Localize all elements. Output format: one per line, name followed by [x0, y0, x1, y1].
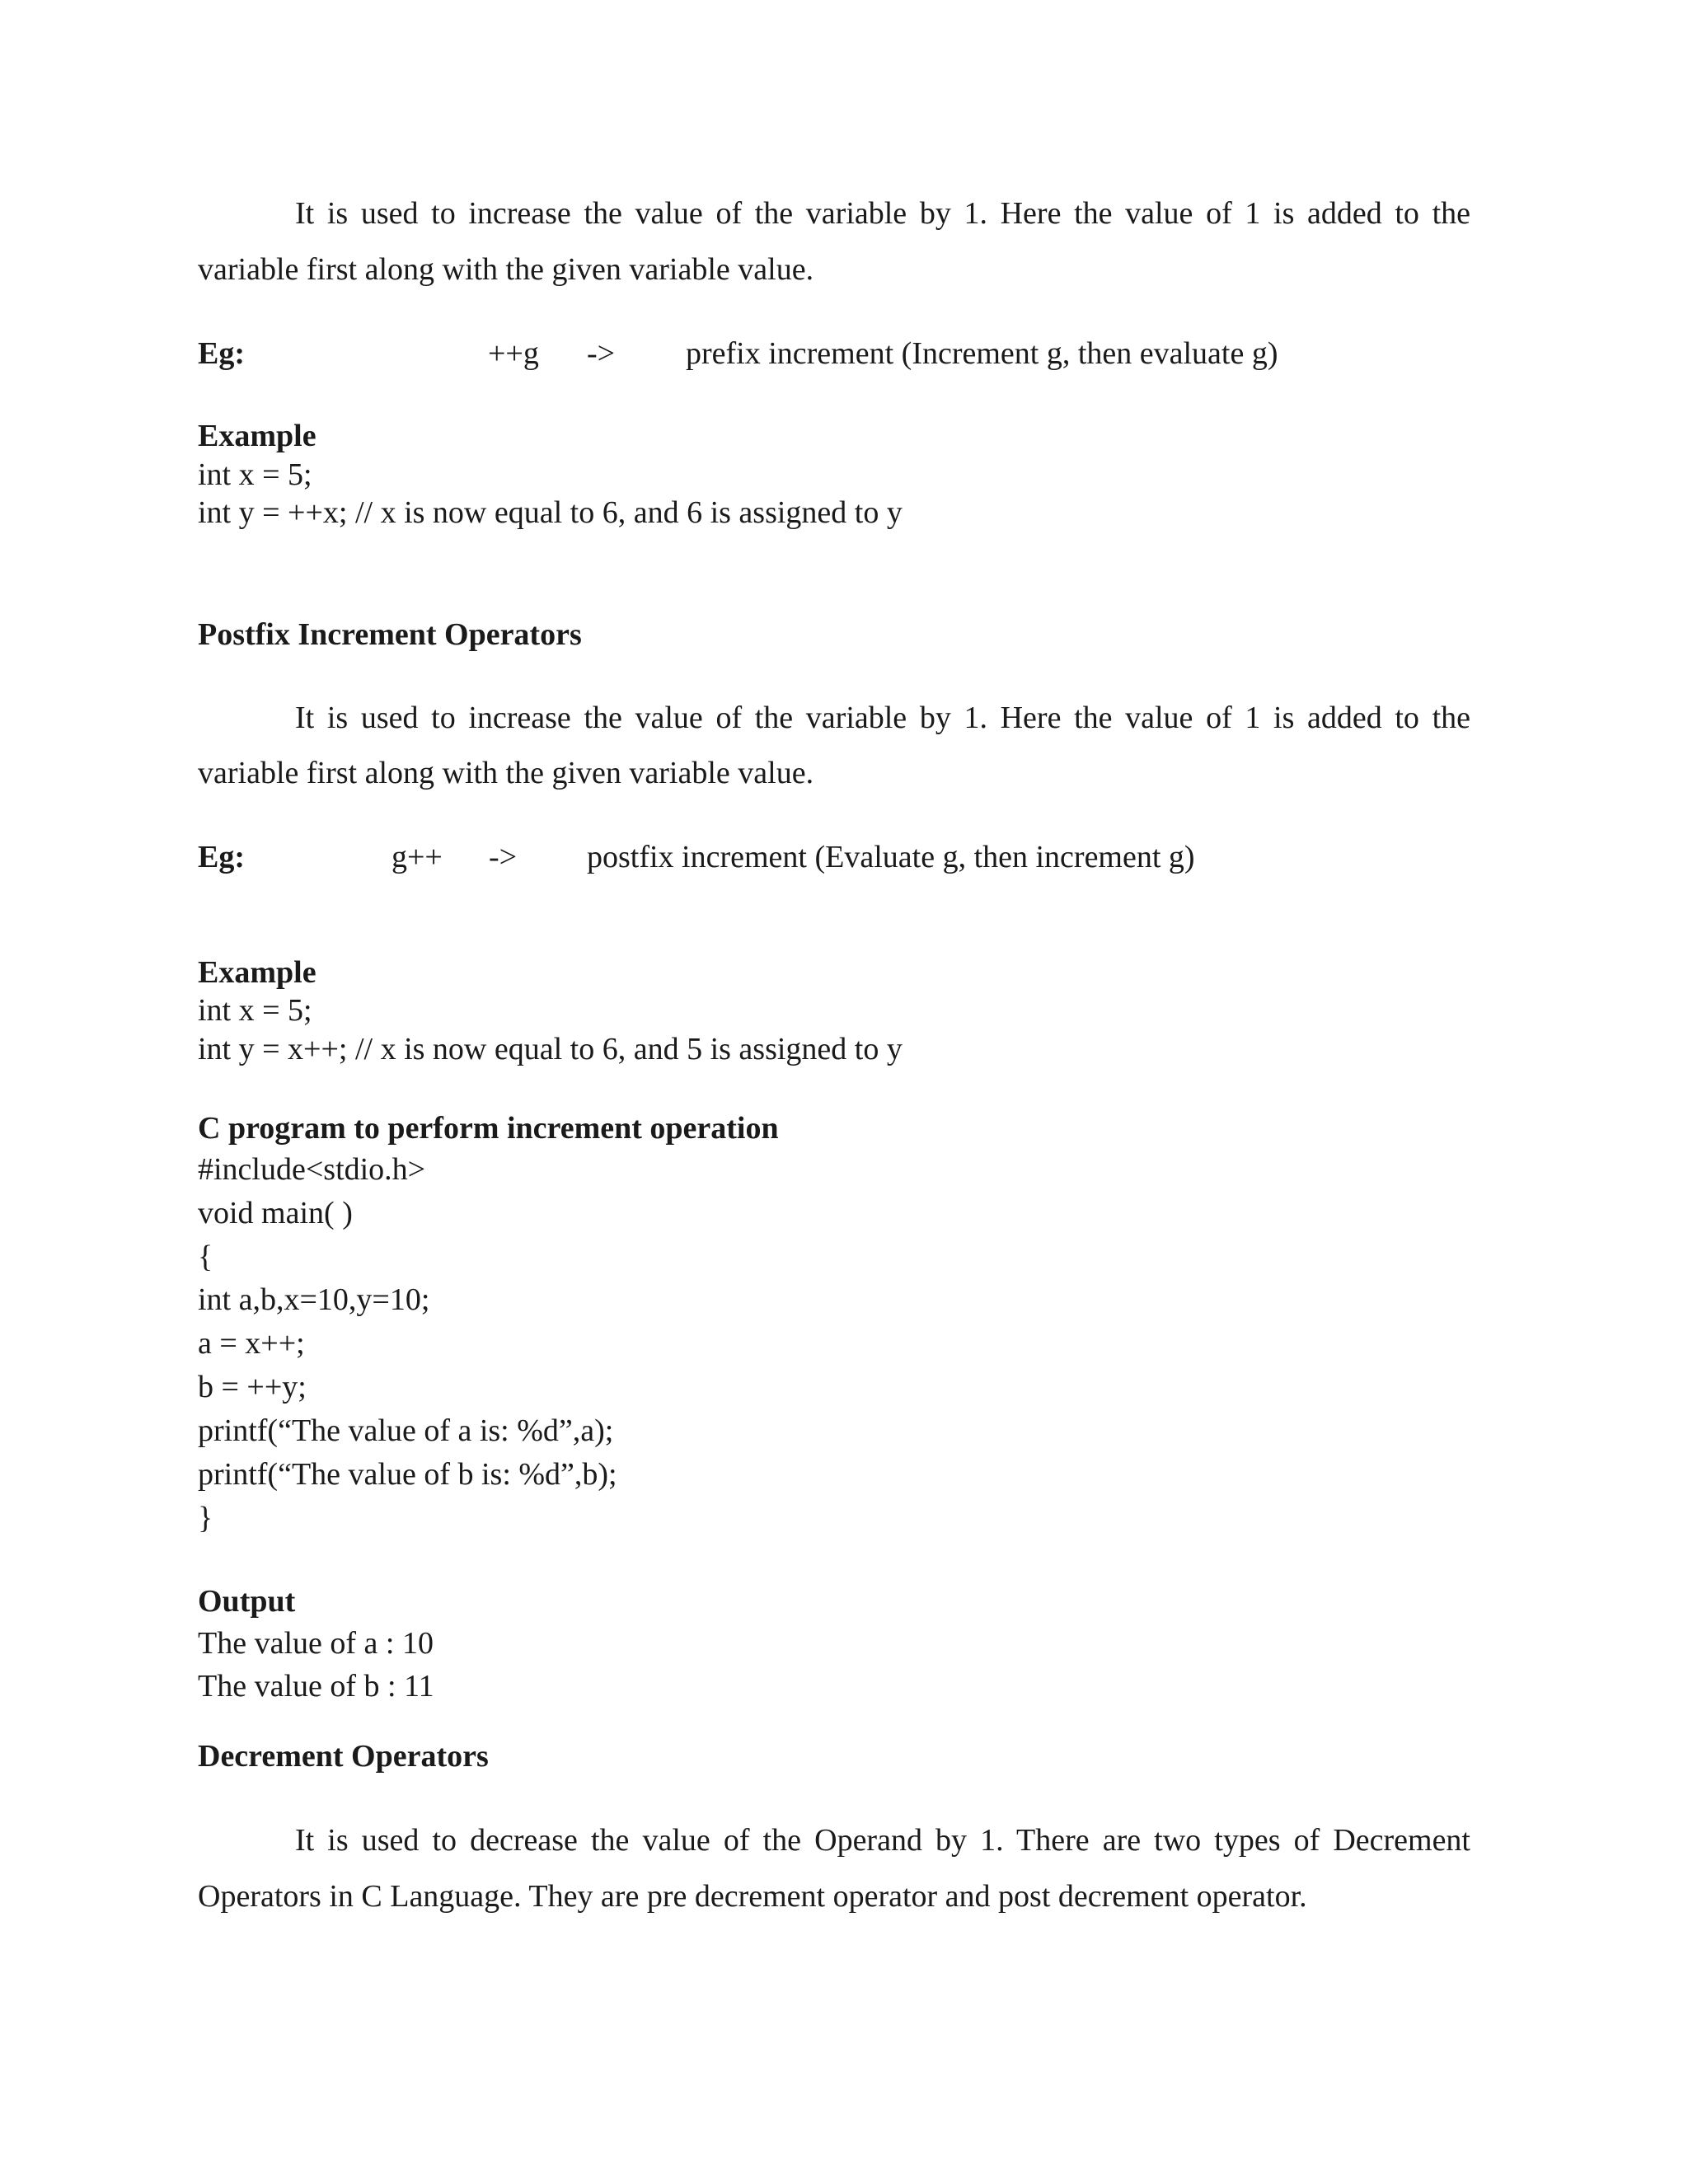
postfix-paragraph-line-1: It is used to increase the value of the variable by 1. Here the value of 1 is added to the: [295, 701, 1470, 735]
prefix-eg-description: prefix increment (Increment g, then evaluate g): [686, 336, 1278, 371]
code-line: b = ++y;: [198, 1370, 307, 1404]
program-heading: C program to perform increment operation: [198, 1111, 779, 1146]
postfix-paragraph-line-2: variable first along with the given variable value.: [198, 756, 814, 790]
prefix-example-heading: Example: [198, 419, 316, 453]
output-heading: Output: [198, 1584, 296, 1619]
code-line: printf(“The value of a is: %d”,a);: [198, 1413, 614, 1448]
postfix-example-line-2: int y = x++; // x is now equal to 6, and 5 is assigned to y: [198, 1032, 903, 1066]
code-line: {: [198, 1240, 213, 1274]
output-line-1: The value of a : 10: [198, 1626, 434, 1661]
postfix-eg-description: postfix increment (Evaluate g, then increment g): [587, 840, 1195, 874]
prefix-paragraph-line-1: It is used to increase the value of the variable by 1. Here the value of 1 is added to the: [295, 196, 1470, 231]
prefix-eg-arrow: ->: [587, 336, 616, 371]
prefix-eg-label: Eg:: [198, 336, 245, 371]
code-line: int a,b,x=10,y=10;: [198, 1282, 430, 1317]
decrement-paragraph-line-2: Operators in C Language. They are pre decrement operator and post decrement operator.: [198, 1879, 1307, 1914]
postfix-eg-operator: g++: [392, 840, 443, 874]
code-line: void main( ): [198, 1196, 353, 1230]
decrement-heading: Decrement Operators: [198, 1739, 489, 1774]
postfix-eg-arrow: ->: [489, 840, 518, 874]
prefix-eg-operator: ++g: [488, 336, 539, 371]
prefix-example-line-2: int y = ++x; // x is now equal to 6, and 6 is assigned to y: [198, 495, 903, 530]
decrement-paragraph-line-1: It is used to decrease the value of the Operand by 1. There are two types of Decrement: [295, 1823, 1470, 1858]
output-line-2: The value of b : 11: [198, 1669, 434, 1704]
postfix-eg-label: Eg:: [198, 840, 245, 874]
postfix-example-line-1: int x = 5;: [198, 993, 312, 1028]
postfix-example-heading: Example: [198, 955, 316, 990]
code-line: }: [198, 1501, 213, 1535]
postfix-heading: Postfix Increment Operators: [198, 617, 582, 652]
code-line: a = x++;: [198, 1326, 305, 1361]
prefix-paragraph-line-2: variable first along with the given variable value.: [198, 252, 814, 287]
code-line: printf(“The value of b is: %d”,b);: [198, 1457, 617, 1492]
prefix-example-line-1: int x = 5;: [198, 457, 312, 492]
code-line: #include<stdio.h>: [198, 1152, 426, 1187]
